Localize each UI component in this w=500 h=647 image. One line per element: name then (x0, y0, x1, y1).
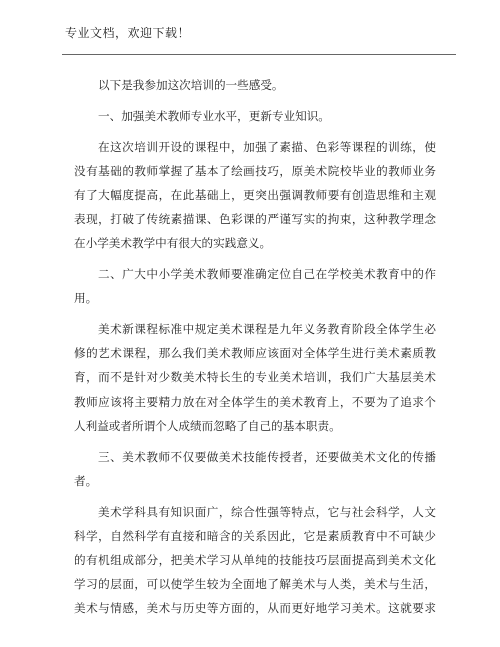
body-line: 有了大幅度提高，在此基础上，更突出强调教师要有创造思维和主观 (74, 187, 436, 202)
body-line: 的有机组成部分，把美术学习从单纯的技能技巧层面提高到美术文化 (74, 552, 436, 567)
body-line: 二、广大中小学美术教师要准确定位自己在学校美术教育中的作 (98, 267, 436, 282)
body-line: 一、加强美术教师专业水平，更新专业知识。 (98, 108, 330, 123)
body-line: 在这次培训开设的课程中，加强了素描、色彩等课程的训练，使 (98, 139, 436, 154)
body-line: 用。 (74, 291, 98, 306)
body-line: 以下是我参加这次培训的一些感受。 (98, 78, 284, 92)
body-line: 没有基础的教师掌握了基本了绘画技巧，原美术院校毕业的教师业务 (74, 163, 436, 178)
header-divider (62, 54, 456, 55)
body-line: 者。 (74, 473, 98, 488)
body-line: 美术学科具有知识面广，综合性强等特点，它与社会科学，人文 (98, 504, 436, 519)
body-line: 教师应该将主要精力放在对全体学生的美术教育上，不要为了追求个 (74, 394, 436, 409)
page-header-text: 专业文档，欢迎下载！ (65, 26, 191, 40)
body-line: 修的艺术课程，那么我们美术教师应该面对全体学生进行美术素质教 (74, 346, 436, 361)
body-line: 美术新课程标准中规定美术课程是九年义务教育阶段全体学生必 (98, 322, 436, 337)
body-line: 育，而不是针对少数美术特长生的专业美术培训，我们广大基层美术 (74, 370, 436, 385)
body-line: 美术与情感，美术与历史等方面的，从而更好地学习美术。这就要求 (74, 601, 436, 616)
body-line: 在小学美术教学中有很大的实践意义。 (74, 236, 272, 251)
body-line: 人利益或者所谓个人成绩而忽略了自己的基本职责。 (74, 418, 341, 433)
body-line: 科学，自然科学有直接和暗含的关系因此，它是素质教育中不可缺少 (74, 528, 436, 543)
document-body (74, 73, 436, 621)
body-line: 学习的层面，可以使学生较为全面地了解美术与人类，美术与生活， (74, 577, 436, 592)
body-line: 表现，打破了传统素描课、色彩课的严谨写实的拘束，这种教学理念 (74, 212, 436, 227)
body-line: 三、美术教师不仅要做美术技能传授者，还要做美术文化的传播 (98, 449, 436, 464)
